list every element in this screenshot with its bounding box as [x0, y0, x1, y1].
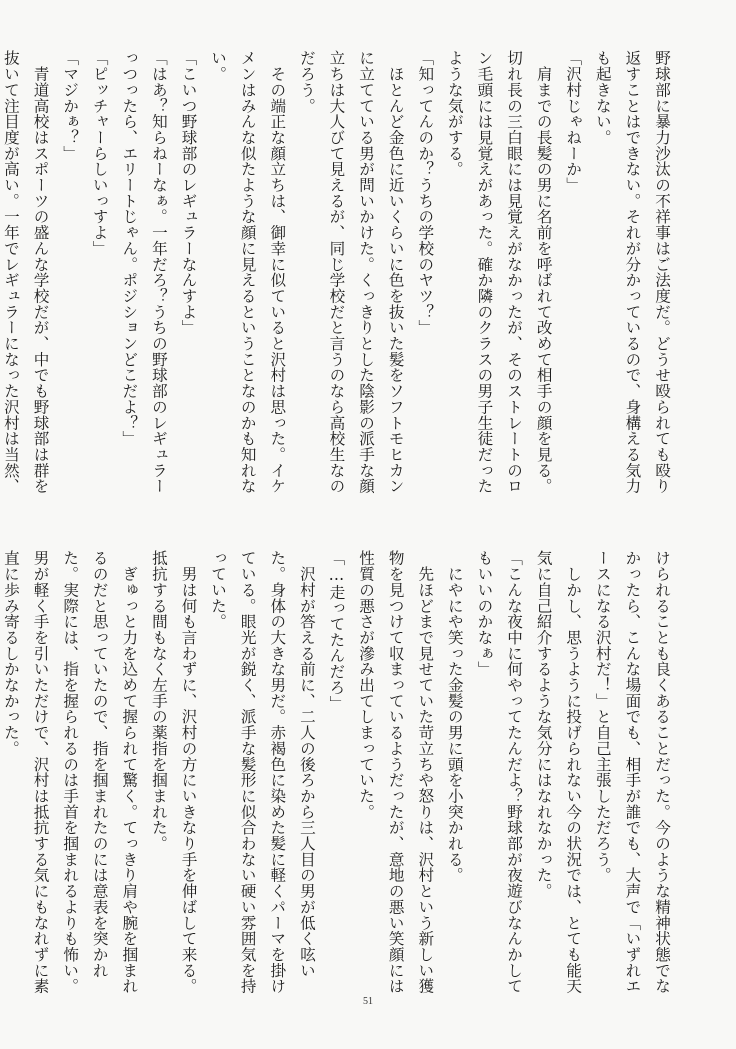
text-block-top: [1, 50, 676, 500]
paragraph: しかし、思うように投げられない今の状況では、とても能天気に自己紹介するような気分にはなれなかった。: [534, 550, 583, 994]
paragraph: 「…走ってたんだろ」: [327, 550, 346, 711]
paragraph: 青道高校はスポーツの盛んな学校だが、中でも野球部は群を抜いて注目度が高い。一年でレギュラーになった沢村は当然、: [1, 50, 50, 494]
page-number: 51: [363, 996, 373, 1007]
paragraph: ぎゅっと力を込めて握られて驚く。てっきり肩や腕を掴まれるのだと思っていたので、指を掴まれたのには意表を突かれた。実際には、指を握られるのは手首を掴まれるよりも怖い。男が軽く手を引いただけで、沢村は抵抗する気にもなれずに素直に歩み寄るしかなかった。: [1, 550, 139, 994]
paragraph: 「こいつ野球部のレギュラーなんすよ」: [179, 50, 198, 336]
paragraph: 「知ってんのか？うちの学校のヤツ？」: [416, 50, 435, 336]
paragraph: ほとんど金色に近いくらいに色を抜いた髪をソフトモヒカンに立てている男が問いかけた。くっきりとした陰影の派手な顔立ちは大人びて見えるが、同じ学校だと言うのなら高校生なのだろう。: [297, 50, 405, 494]
paragraph: 男は何も言わずに、沢村の方にいきなり手を伸ばして来る。抵抗する間もなく左手の薬指を掴まれた。: [149, 550, 198, 994]
paragraph: 沢村が答える前に、二人の後ろから三人目の男が低く呟いた。身体の大きな男だ。赤褐色に染めた髪に軽くパーマを掛けている。眼光が鋭く、派手な髪形に似合わない硬い雰囲気を持っていた。: [209, 550, 316, 994]
paragraph: 野球部に暴力沙汰の不祥事はご法度だ。どうせ殴られても殴り返すことはできない。それが分かっているので、身構える気力も起きない。: [593, 50, 671, 494]
paragraph: 「ピッチャーらしいっすよ」: [90, 50, 109, 257]
paragraph: 「はあ？知らねーなぁ。一年だろ？うちの野球部のレギュラーっつったら、エリートじゃん。ポジションどこだよ？」: [120, 50, 168, 494]
paragraph: 「沢村じゃねーか」: [564, 50, 583, 193]
paragraph: 「マジかぁ？」: [61, 50, 80, 161]
paragraph: けられることも良くあることだった。今のような精神状態でなかったら、こんな場面でも、相手が誰でも、大声で「いずれエースになる沢村だ！」と自己主張しただろう。: [593, 550, 671, 994]
paragraph: にやにや笑った金髪の男に頭を小突かれる。: [445, 550, 464, 883]
paragraph: その端正な顔立ちは、御幸に似ていると沢村は思った。イケメンはみんな似たような顔に見えるということなのかも知れない。: [209, 50, 287, 494]
text-block-bottom: [1, 550, 676, 1000]
paragraph: 肩までの長髪の男に名前を呼ばれて改めて相手の顔を見る。切れ長の三白眼には見覚えがなかったが、そのストレートのロン毛頭には見覚えがあった。確か隣のクラスの男子生徒だったような気がする。: [445, 50, 553, 494]
paragraph: 先ほどまで見せていた苛立ちや怒りは、沢村という新しい獲物を見つけて収まっているようだったが、意地の悪い笑顔には性質の悪さが滲み出てしまっていた。: [357, 550, 435, 994]
paragraph: 「こんな夜中に何やってたんだよ？野球部が夜遊びなんかしてもいいのかなぁ」: [475, 550, 524, 994]
